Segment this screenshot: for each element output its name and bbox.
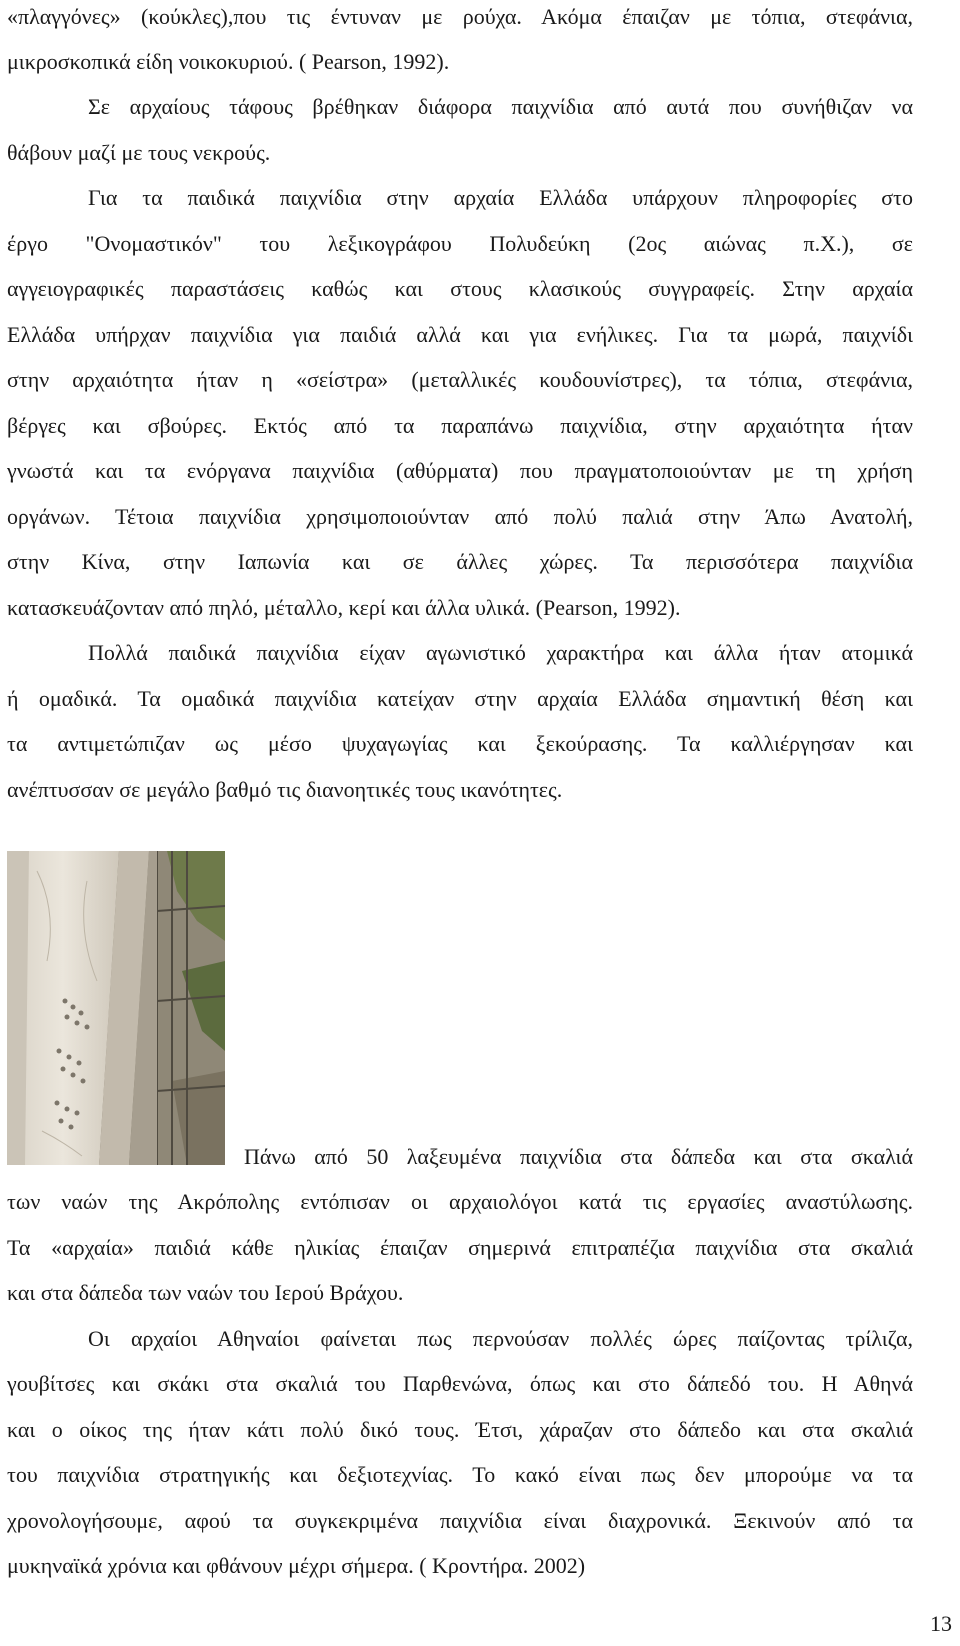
text-line: Για τα παιδικά παιχνίδια στην αρχαία Ελλάδα υπάρχουν πληροφορίες στο (88, 185, 913, 210)
text-line: «πλαγγόνες» (κούκλες),που τις έντυναν με ρούχα. Ακόμα έπαιζαν με τόπια, στεφάνια, (7, 4, 913, 29)
text-line: έργο "Ονομαστικόν" του λεξικογράφου Πολυδεύκη (2ος αιώνας π.Χ.), σε (7, 231, 913, 256)
text-line: Πάνω από 50 λαξευμένα παιχνίδια στα δάπεδα και στα σκαλιά (244, 1144, 913, 1169)
text-line: Σε αρχαίους τάφους βρέθηκαν διάφορα παιχνίδια από αυτά που συνήθιζαν να (88, 94, 913, 119)
text-line: ανέπτυσσαν σε μεγάλο βαθμό τις διανοητικές τους ικανότητες. (7, 777, 563, 802)
text-line: γουβίτσες και σκάκι στα σκαλιά του Παρθενώνα, όπως και στο δάπεδό του. Η Αθηνά (7, 1371, 913, 1396)
page-number: 13 (930, 1611, 952, 1636)
text-line: στην Κίνα, στην Ιαπωνία και σε άλλες χώρες. Τα περισσότερα παιχνίδια (7, 549, 913, 574)
text-line: του παιχνίδια στρατηγικής και δεξιοτεχνίας. Το κακό είναι πως δεν μπορούμε να τα (7, 1462, 913, 1487)
text-line: Πολλά παιδικά παιχνίδια είχαν αγωνιστικό χαρακτήρα και άλλα ήταν ατομικά (88, 640, 913, 665)
text-line: Οι αρχαίοι Αθηναίοι φαίνεται πως περνούσαν πολλές ώρες παίζοντας τρίλιζα, (88, 1326, 913, 1351)
text-line: Τα «αρχαία» παιδιά κάθε ηλικίας έπαιζαν σημερινά επιτραπέζια παιχνίδια στα σκαλιά (7, 1235, 913, 1260)
acropolis-steps-photo (7, 851, 225, 1165)
photo-icon (7, 851, 225, 1165)
text-line: οργάνων. Τέτοια παιχνίδια χρησιμοποιούνταν από πολύ παλιά στην Άπω Ανατολή, (7, 504, 913, 529)
text-line: αγγειογραφικές παραστάσεις καθώς και στους κλασικούς συγγραφείς. Στην αρχαία (7, 276, 913, 301)
text-line: μικροσκοπικά είδη νοικοκυριού. ( Pearson, 1992). (7, 49, 450, 74)
text-line: χρονολογήσουμε, αφού τα συγκεκριμένα παιχνίδια είναι διαχρονικά. Ξεκινούν από τα (7, 1508, 913, 1533)
text-line: γνωστά και τα ενόργανα παιχνίδια (αθύρματα) που πραγματοποιούνταν με τη χρήση (7, 458, 913, 483)
text-line: κατασκευάζονταν από πηλό, μέταλλο, κερί και άλλα υλικά. (Pearson, 1992). (7, 595, 681, 620)
text-line: Ελλάδα υπήρχαν παιχνίδια για παιδιά αλλά και για ενήλικες. Για τα μωρά, παιχνίδι (7, 322, 913, 347)
text-line: και ο οίκος της ήταν κάτι πολύ δικό τους. Έτσι, χάραζαν στο δάπεδο και στα σκαλιά (7, 1417, 913, 1442)
text-line: βέργες και σβούρες. Εκτός από τα παραπάνω παιχνίδια, στην αρχαιότητα ήταν (7, 413, 913, 438)
text-line: τα αντιμετώπιζαν ως μέσο ψυχαγωγίας και ξεκούρασης. Τα καλλιέργησαν και (7, 731, 913, 756)
text-line: των ναών της Ακρόπολης εντόπισαν οι αρχαιολόγοι κατά τις εργασίες αναστύλωσης. (7, 1189, 913, 1214)
text-line: θάβουν μαζί με τους νεκρούς. (7, 140, 271, 165)
text-line: ή ομαδικά. Τα ομαδικά παιχνίδια κατείχαν στην αρχαία Ελλάδα σημαντική θέση και (7, 686, 913, 711)
text-line: και στα δάπεδα των ναών του Ιερού Βράχου. (7, 1280, 404, 1305)
text-line: μυκηναϊκά χρόνια και φθάνουν μέχρι σήμερα. ( Κροντήρα. 2002) (7, 1553, 586, 1578)
text-line: στην αρχαιότητα ήταν η «σείστρα» (μεταλλικές κουδουνίστρες), τα τόπια, στεφάνια, (7, 367, 913, 392)
